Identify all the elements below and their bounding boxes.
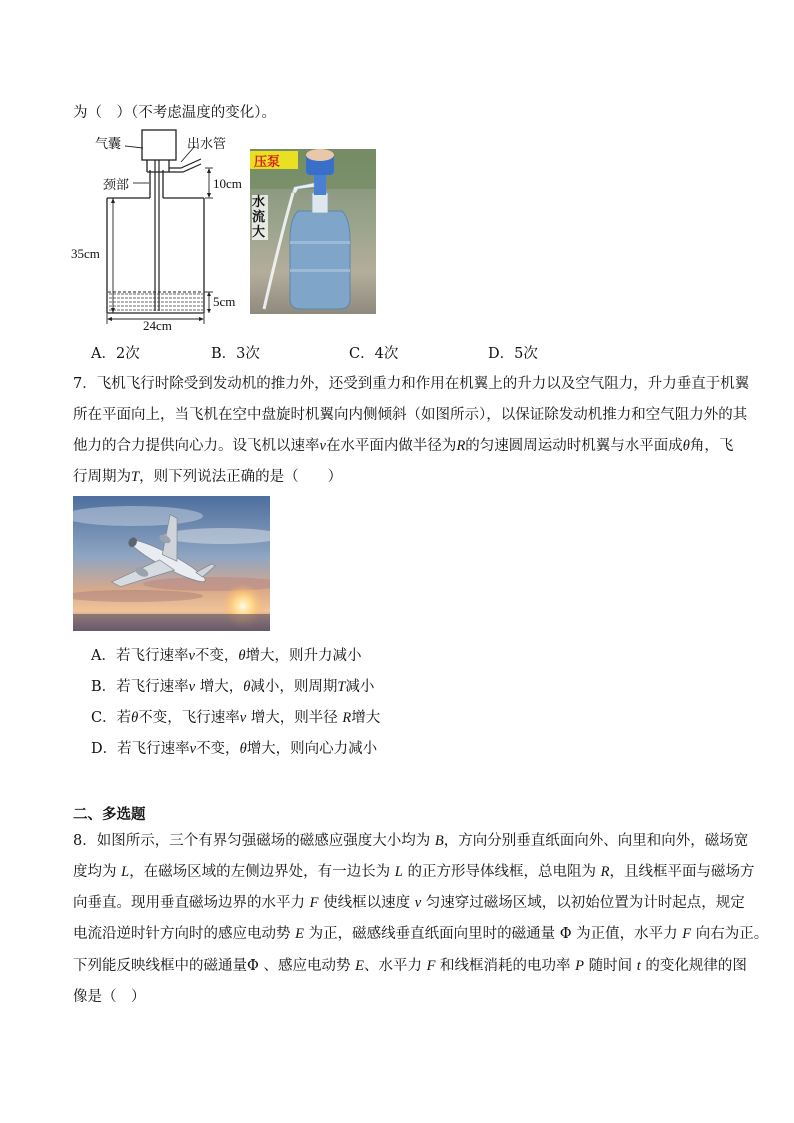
q6-stem-end: 为（ ）（不考虑温度的变化）。 (73, 105, 276, 121)
q6-option-c[interactable] (349, 342, 398, 363)
q6-option-a[interactable] (91, 342, 140, 363)
side-char-3: 大 (252, 225, 266, 240)
option-text: 2次 (115, 346, 140, 362)
q8-stem-line-3: 向垂直。现用垂直磁场边界的水平力 F 使线框以速度 v 匀速穿过磁场区域，以初始位置为计时起点，规定 (73, 895, 745, 911)
option-letter: A． (91, 346, 116, 362)
label-neck: 颈部 (103, 178, 130, 193)
q8-stem-line-2: 度均为 L，在磁场区域的左侧边界处，有一边长为 L 的正方形导体线框，总电阻为 R，且线框平面与磁场方 (73, 864, 755, 880)
label-24cm: 24cm (143, 318, 172, 333)
q8-stem-line-5: 下列能反映线框中的磁通量Φ 、感应电动势 E、水平力 F 和线框消耗的电功率 P 随时间 t 的变化规律的图 (73, 958, 747, 974)
option-letter: D． (488, 346, 515, 362)
side-char-2: 流 (252, 210, 266, 225)
q7-stem-line-1: 7．飞机飞行时除受到发动机的推力外，还受到重力和作用在机翼上的升力以及空气阻力，升力垂直于机翼 (73, 376, 750, 392)
photo-banner-text: 压泵 (254, 155, 281, 170)
photo-side-text (252, 195, 268, 240)
q7-option-d[interactable]: D．若飞行速率v不变，θ增大，则向心力减小 (91, 741, 378, 757)
q8-stem-line-4: 电流沿逆时针方向时的感应电动势 E 为正，磁感线垂直纸面向里时的磁通量 Φ 为正值，水平力 F 向右为正。 (73, 926, 769, 942)
q6-option-b[interactable] (211, 342, 260, 363)
section-title-multiple-choice: 二、多选题 (73, 806, 146, 823)
q7-option-b[interactable]: B．若飞行速率v 增大，θ减小，则周期T减小 (91, 679, 375, 695)
q7-option-a[interactable]: A．若飞行速率v不变，θ增大，则升力减小 (91, 648, 362, 664)
water-pump-photo (250, 149, 376, 314)
q8-stem-line-6: 像是（ ） (73, 989, 146, 1005)
q7-stem-line-3: 他力的合力提供向心力。设飞机以速率v在水平面内做半径为R的匀速圆周运动时机翼与水平面成θ角，飞 (73, 438, 734, 454)
airplane-scene (73, 496, 270, 631)
q7-stem-line-4: 行周期为T，则下列说法正确的是（ ） (73, 469, 343, 485)
option-letter: C． (349, 346, 375, 362)
airplane-photo (73, 496, 270, 631)
option-text: 4次 (374, 346, 399, 362)
q8-stem-line-1: 8．如图所示，三个有界匀强磁场的磁感应强度大小均为 B，方向分别垂直纸面向外、向里和向外，磁场宽 (73, 833, 749, 849)
label-35cm: 35cm (71, 246, 100, 261)
side-char-1: 水 (252, 195, 266, 210)
option-text: 3次 (236, 346, 260, 362)
label-10cm: 10cm (213, 176, 242, 191)
q6-option-d[interactable] (488, 342, 538, 363)
q7-stem-line-2: 所在平面向上，当飞机在空中盘旋时机翼向内侧倾斜（如图所示），以保证除发动机推力和空气阻力外的其 (73, 407, 748, 423)
water-dispenser-diagram (73, 128, 249, 334)
q7-option-c[interactable]: C．若θ不变，飞行速率v 增大，则半径 R增大 (91, 710, 381, 726)
label-outlet-pipe: 出水管 (187, 137, 227, 152)
label-5cm: 5cm (213, 294, 236, 309)
photo-scene (250, 149, 376, 314)
label-airbag: 气囊 (95, 137, 122, 152)
option-text: 5次 (514, 346, 538, 362)
option-letter: B． (211, 346, 237, 362)
